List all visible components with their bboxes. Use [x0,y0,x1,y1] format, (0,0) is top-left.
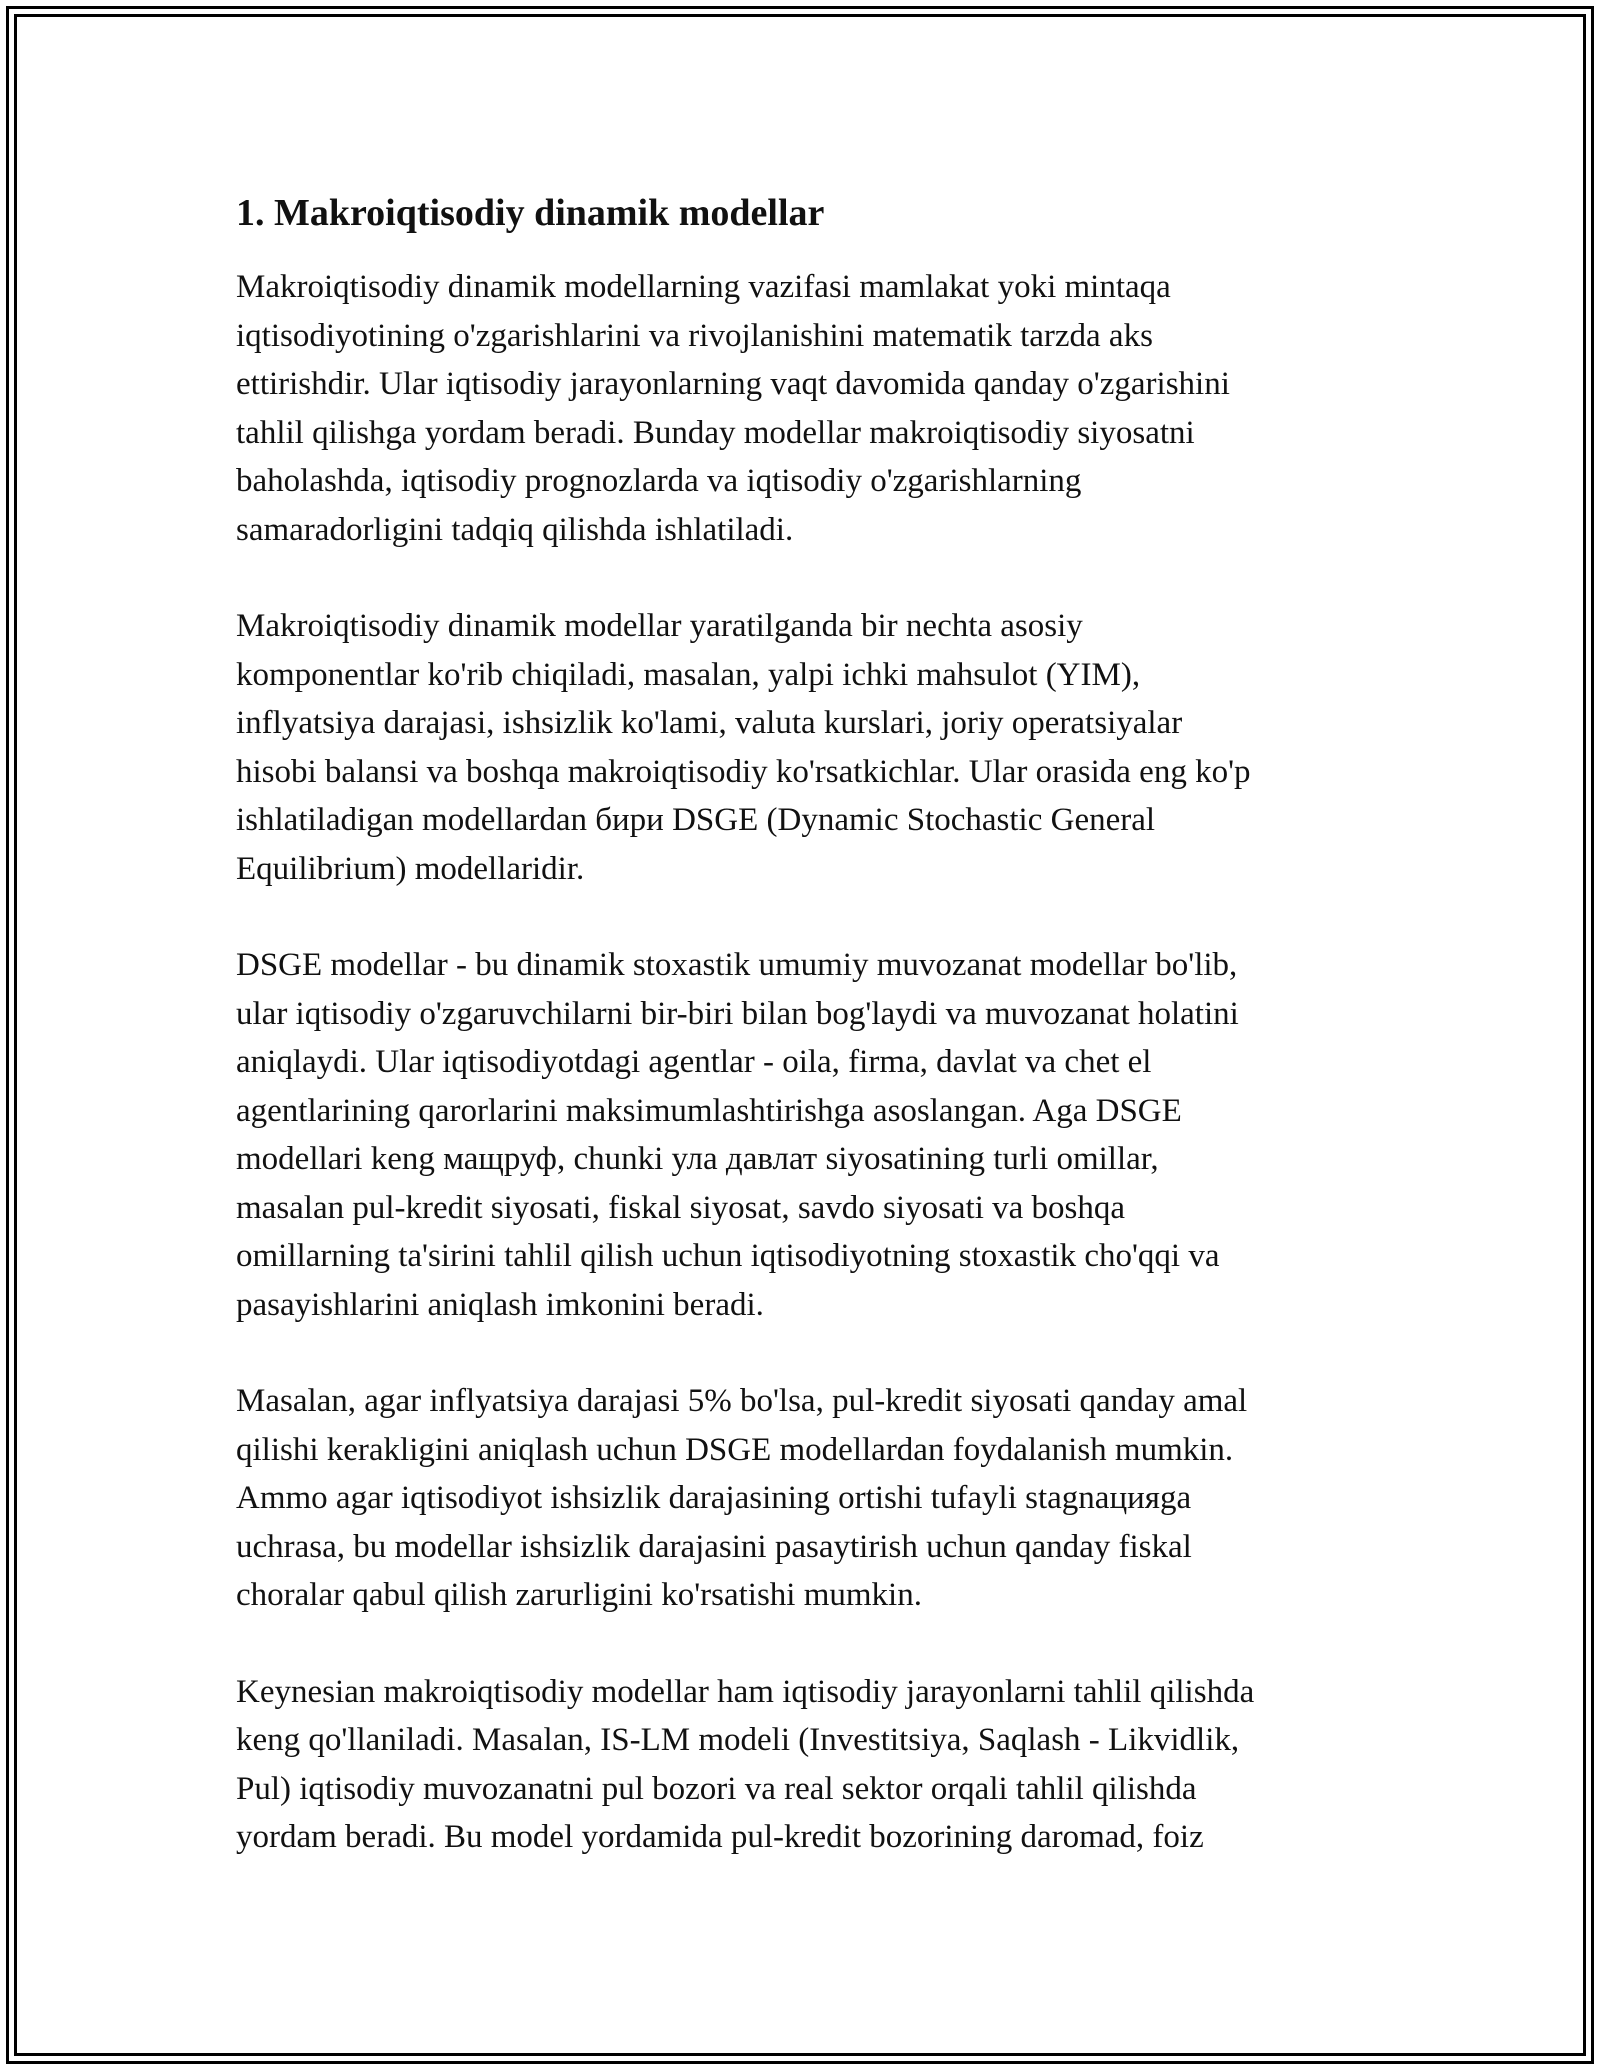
text-line: modellari keng мащруф, chunki ула давлат siyosatining turli omillar, [236,1141,1159,1177]
text-line: yordam beradi. Bu model yordamida pul-kredit bozorining daromad, foiz [236,1819,1204,1855]
text-line: DSGE modellar - bu dinamik stoxastik umumiy muvozanat modellar bo'lib, [236,947,1238,983]
text-line: Equilibrium) modellaridir. [236,850,585,887]
text-line: uchrasa, bu modellar ishsizlik darajasini pasaytirish uchun qanday fiskal [236,1528,1192,1565]
text-line: samaradorligini tadqiq qilishda ishlatiladi. [236,511,794,548]
text-line: Makroiqtisodiy dinamik modellarning vazifasi mamlakat yoki mintaqa [236,269,1171,305]
text-line: hisobi balansi va boshqa makroiqtisodiy ko'rsatkichlar. Ular orasida eng ko'p [236,753,1251,790]
text-line: tahlil qilishga yordam beradi. Bunday modellar makroiqtisodiy siyosatni [236,414,1195,451]
paragraph-2 [236,602,1406,893]
text-line: choralar qabul qilish zarurligini ko'rsatishi mumkin. [236,1577,922,1613]
text-line: komponentlar ko'rib chiqiladi, masalan, yalpi ichki mahsulot (YIM), [236,656,1141,693]
document-body [236,185,1406,1910]
text-line: Pul) iqtisodiy muvozanatni pul bozori va real sektor orqali tahlil qilishda [236,1770,1197,1807]
text-line: Masalan, agar inflyatsiya darajasi 5% bo'lsa, pul-kredit siyosati qanday amal [236,1383,1248,1419]
section-heading: 1. Makroiqtisodiy dinamik modellar [236,192,825,234]
text-line: iqtisodiyotining o'zgarishlarini va rivojlanishini matematik tarzda aks [236,317,1153,354]
text-line: aniqlaydi. Ular iqtisodiyotdagi agentlar - oila, firma, davlat va chet el [236,1044,1152,1080]
text-line: pasayishlarini aniqlash imkonini beradi. [236,1286,764,1323]
text-line: qilishi kerakligini aniqlash uchun DSGE modellardan foydalanish mumkin. [236,1431,1234,1468]
paragraph-4 [236,1377,1406,1620]
text-line: inflyatsiya darajasi, ishsizlik ko'lami, valuta kurslari, joriy operatsiyalar [236,705,1183,741]
text-line: ettirishdir. Ular iqtisodiy jarayonlarning vaqt davomida qanday o'zgarishini [236,366,1230,402]
paragraph-5 [236,1668,1406,1862]
paragraph-1 [236,263,1406,554]
text-line: Keynesian makroiqtisodiy modellar ham iqtisodiy jarayonlarni tahlil qilishda [236,1673,1255,1710]
text-line: masalan pul-kredit siyosati, fiskal siyosat, savdo siyosati va boshqa [236,1189,1126,1226]
text-line: omillarning ta'sirini tahlil qilish uchun iqtisodiyotning stoxastik cho'qqi va [236,1238,1220,1274]
text-line: ishlatiladigan modellardan бири DSGE (Dynamic Stochastic General [236,802,1156,838]
text-line: ular iqtisodiy o'zgaruvchilarni bir-biri bilan bog'laydi va muvozanat holatini [236,995,1239,1032]
text-line: Makroiqtisodiy dinamik modellar yaratilganda bir nechta asosiy [236,608,1083,644]
paragraph-3 [236,941,1406,1329]
text-line: agentlarining qarorlarini maksimumlashtirishga asoslangan. Aga DSGE [236,1092,1182,1129]
text-line: Ammo agar iqtisodiyot ishsizlik darajasining ortishi tufayli stagnацияga [236,1480,1192,1516]
text-line: keng qo'llaniladi. Masalan, IS-LM modeli (Investitsiya, Saqlash - Likvidlik, [236,1722,1240,1758]
text-line: baholashda, iqtisodiy prognozlarda va iqtisodiy o'zgarishlarning [236,463,1082,499]
